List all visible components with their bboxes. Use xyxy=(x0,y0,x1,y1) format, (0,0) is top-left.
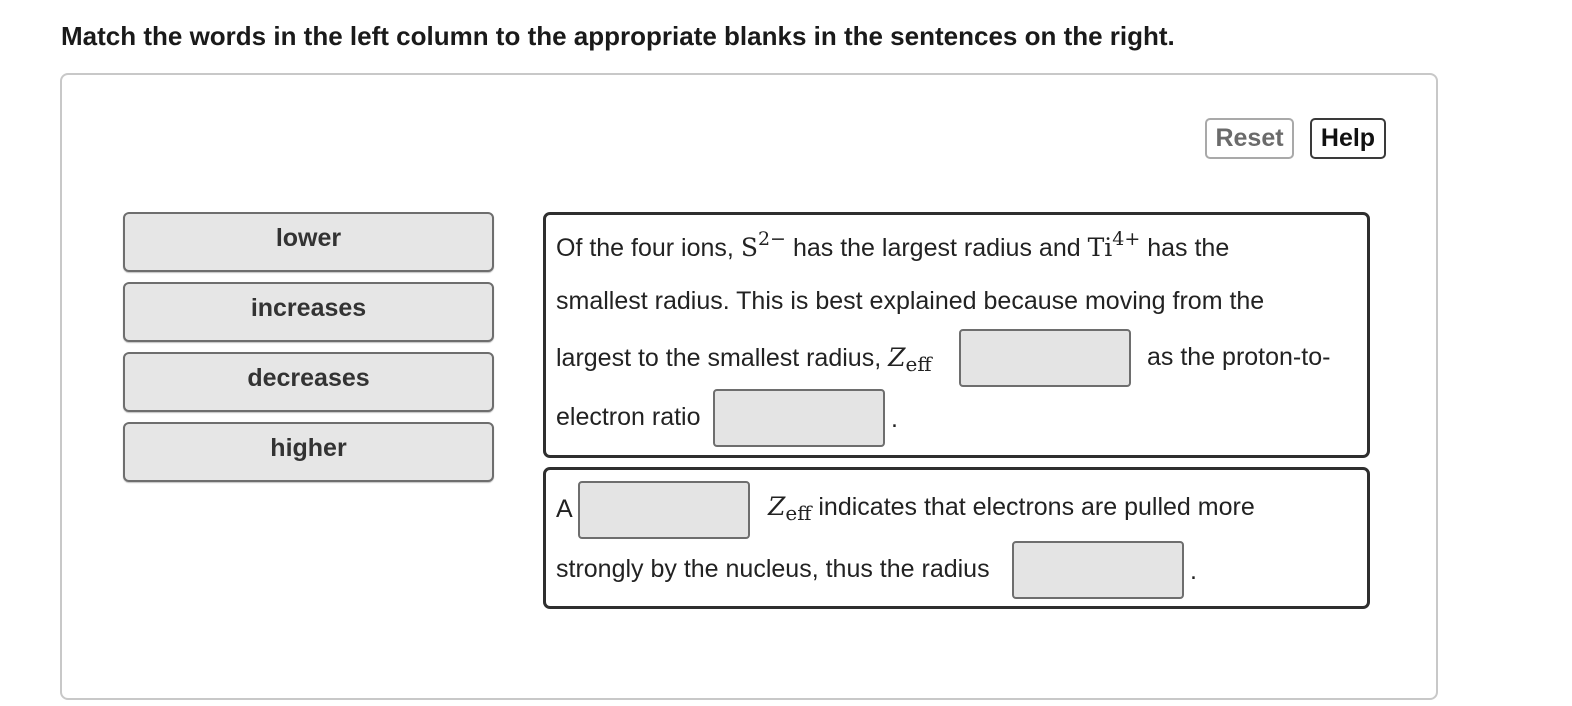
sentence1-line3-end: as the proton-to- xyxy=(1147,343,1331,371)
sentence2-period: . xyxy=(1190,557,1197,585)
instruction-text: Match the words in the left column to the appropriate blanks in the sentences on the right. xyxy=(61,21,1175,51)
sentence1-period: . xyxy=(891,405,898,433)
sentence1-text-part: has the largest radius and xyxy=(792,234,1081,262)
ion-symbol-sulfur: S xyxy=(740,233,758,262)
sentence-box-1 xyxy=(543,212,1370,458)
sentence2-line1-start: A xyxy=(556,495,573,523)
word-tile-decreases[interactable]: decreases xyxy=(123,352,494,412)
sentence1-line4-start: electron ratio xyxy=(556,403,701,431)
zeff-subscript: eff xyxy=(905,352,932,376)
ion-charge-titanium: 4+ xyxy=(1112,228,1141,250)
ion-charge-sulfur: 2− xyxy=(757,228,786,250)
sentence-box-2 xyxy=(543,467,1370,609)
sentence2-text-part: indicates that electrons are pulled more xyxy=(818,493,1255,521)
sentence1-text-part: largest to the smallest radius, xyxy=(556,344,882,372)
reset-button[interactable]: Reset xyxy=(1205,118,1294,159)
drop-blank-4[interactable] xyxy=(1012,541,1184,599)
drop-blank-1[interactable] xyxy=(959,329,1131,387)
zeff-symbol: Z xyxy=(768,492,786,521)
word-tile-increases[interactable]: increases xyxy=(123,282,494,342)
drop-blank-2[interactable] xyxy=(713,389,885,447)
sentence1-line3-start xyxy=(556,343,932,376)
word-tile-lower[interactable]: lower xyxy=(123,212,494,272)
help-button[interactable]: Help xyxy=(1310,118,1386,159)
zeff-subscript: eff xyxy=(785,501,812,525)
sentence2-line1-end xyxy=(768,492,1255,525)
sentence1-line2: smallest radius. This is best explained because moving from the xyxy=(556,287,1265,315)
sentence1-line1 xyxy=(556,228,1230,263)
word-tile-higher[interactable]: higher xyxy=(123,422,494,482)
zeff-symbol: Z xyxy=(888,343,906,372)
ion-symbol-titanium: Ti xyxy=(1087,233,1113,262)
drop-blank-3[interactable] xyxy=(578,481,750,539)
sentence1-text-part: has the xyxy=(1147,234,1230,262)
sentence1-text-part: Of the four ions, xyxy=(556,234,734,262)
sentence2-line2-start: strongly by the nucleus, thus the radius xyxy=(556,555,990,583)
